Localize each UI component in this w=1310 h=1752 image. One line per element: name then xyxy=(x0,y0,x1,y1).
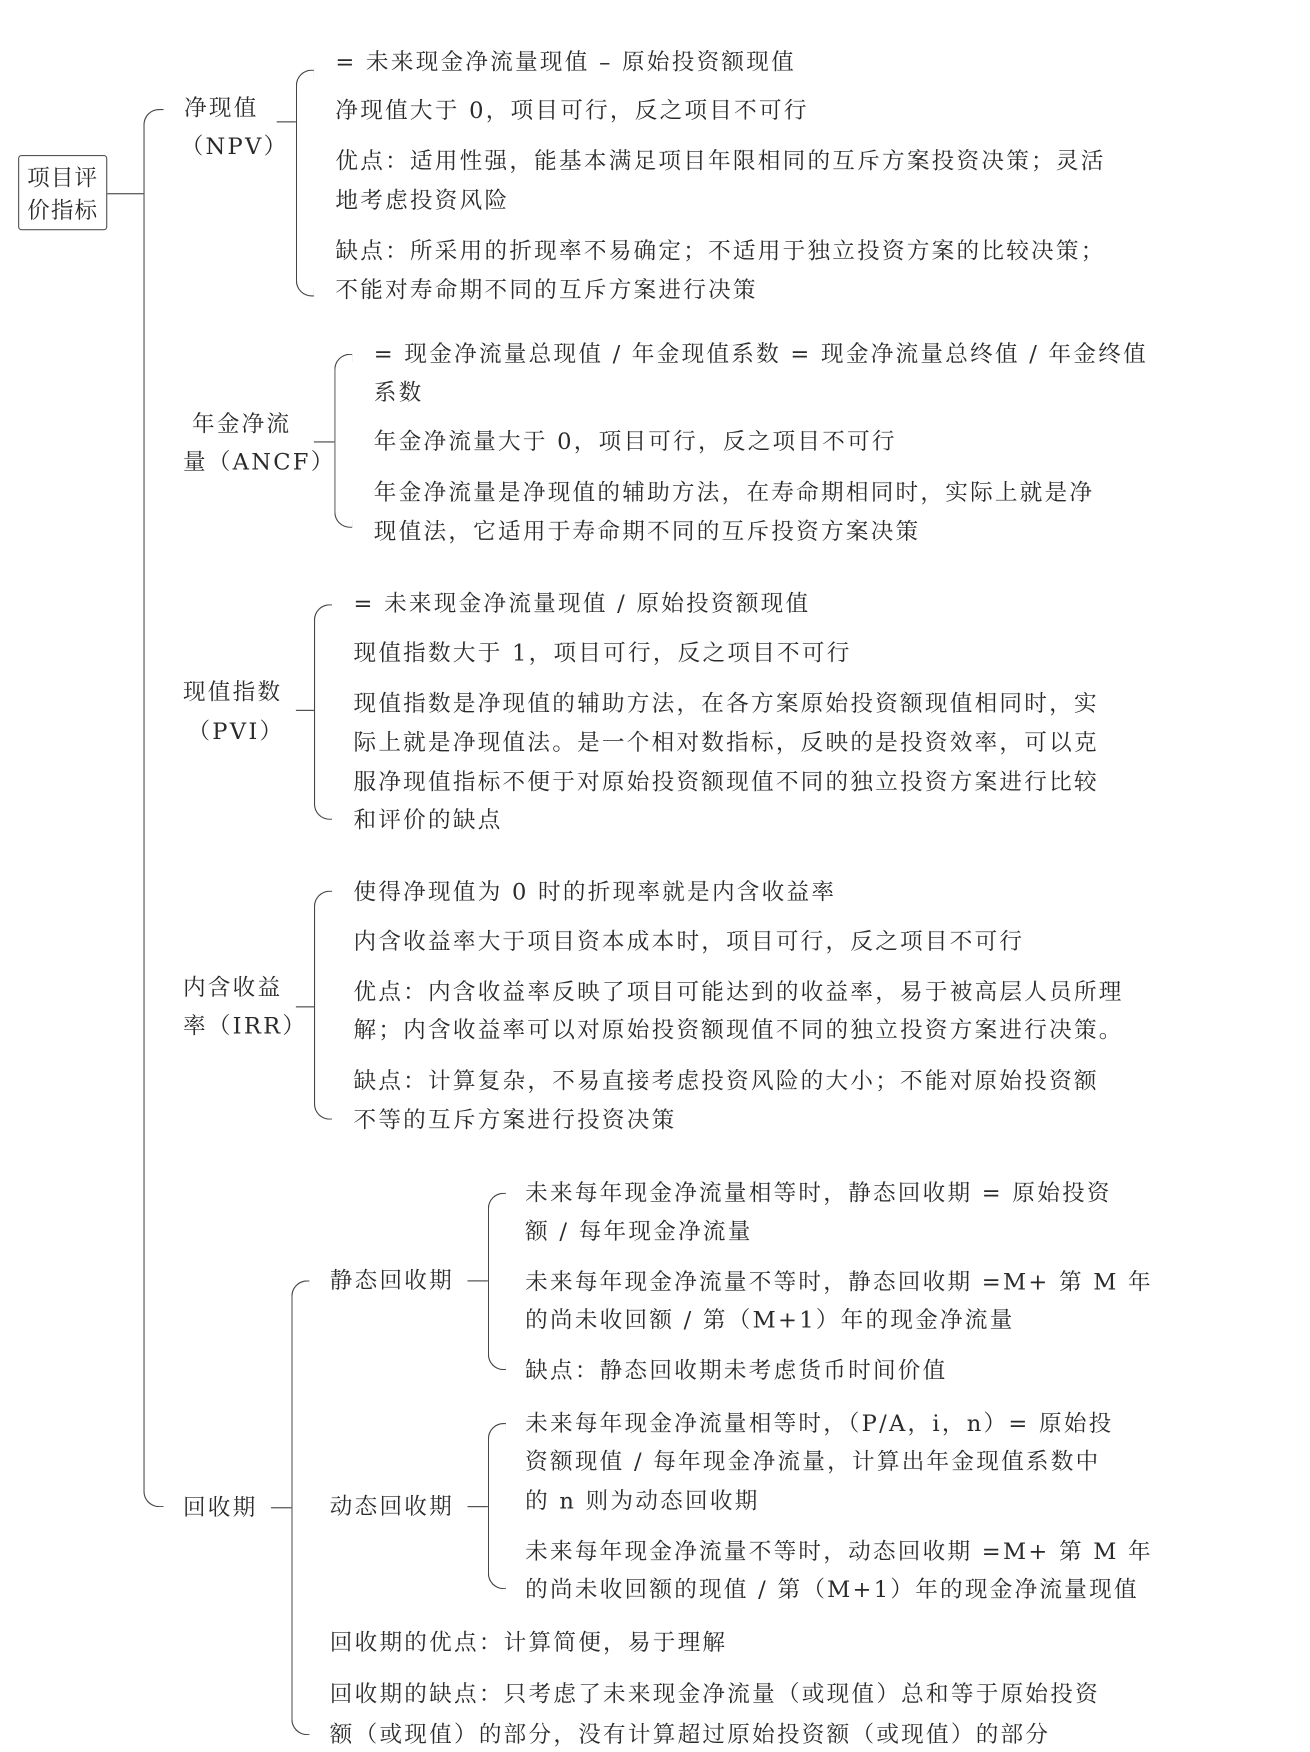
npv-connector xyxy=(277,121,296,122)
payback-connector xyxy=(271,1507,291,1508)
item-text-line: 的尚未收回额 / 第（M+1）年的现金净流量 xyxy=(525,1306,1015,1334)
group-label: （PVI） xyxy=(187,717,285,745)
irr-connector xyxy=(296,1006,314,1007)
group-label: 现值指数 xyxy=(182,678,283,706)
root-label: 项目评 xyxy=(27,163,99,191)
item-text-line: 和评价的缺点 xyxy=(353,806,503,834)
item-text-line: 回收期的缺点：只考虑了未来现金净流量（或现值）总和等于原始投资 xyxy=(329,1680,1100,1708)
group-label: 量（ANCF） xyxy=(182,448,336,476)
item-text-line: 地考虑投资风险 xyxy=(335,186,510,214)
item-text-line: 未来每年现金净流量不等时，静态回收期 =M+ 第 M 年 xyxy=(525,1267,1153,1295)
item-text-line: 缺点：计算复杂，不易直接考虑投资风险的大小；不能对原始投资额 xyxy=(353,1066,1099,1094)
item-text-line: 缺点：静态回收期未考虑货币时间价值 xyxy=(525,1356,948,1384)
item-text-line: 不等的互斥方案进行投资决策 xyxy=(353,1106,677,1134)
group-label: 率（IRR） xyxy=(182,1011,308,1039)
item-text-line: 未来每年现金净流量相等时，静态回收期 = 原始投资 xyxy=(525,1179,1112,1207)
item-text-line: 系数 xyxy=(373,378,424,406)
root-connector xyxy=(107,193,143,194)
item-text-line: 优点：适用性强，能基本满足项目年限相同的互斥方案投资决策；灵活 xyxy=(335,147,1106,175)
group-label: 净现值 xyxy=(184,94,259,122)
item-text-line: 际上就是净现值法。是一个相对数指标，反映的是投资效率，可以克 xyxy=(353,728,1099,756)
subgroup-label: 动态回收期 xyxy=(329,1492,454,1520)
item-text-line: 优点：内含收益率反映了项目可能达到的收益率，易于被高层人员所理 xyxy=(353,978,1124,1006)
item-text-line: 回收期的优点：计算简便，易于理解 xyxy=(329,1628,728,1656)
payback-bracket xyxy=(291,1280,309,1735)
item-text-line: 额（或现值）的部分，没有计算超过原始投资额（或现值）的部分 xyxy=(329,1720,1051,1748)
item-text-line: 年金净流量大于 0，项目可行，反之项目不可行 xyxy=(373,427,897,455)
dynamic-payback-bracket xyxy=(488,1423,506,1589)
group-label: （NPV） xyxy=(180,132,289,160)
static-payback-bracket xyxy=(488,1193,506,1370)
group-label: 回收期 xyxy=(182,1493,258,1521)
root-label: 价指标 xyxy=(27,196,99,224)
subgroup-label: 静态回收期 xyxy=(329,1266,454,1294)
ancf-bracket xyxy=(334,354,352,528)
irr-bracket xyxy=(314,891,332,1120)
item-text-line: = 现金净流量总现值 / 年金现值系数 = 现金净流量总终值 / 年金终值 xyxy=(373,340,1148,368)
item-text-line: 现值指数是净现值的辅助方法，在各方案原始投资额现值相同时，实 xyxy=(353,689,1099,717)
item-text-line: 不能对寿命期不同的互斥方案进行决策 xyxy=(335,276,758,304)
item-text-line: 的 n 则为动态回收期 xyxy=(525,1486,760,1514)
ancf-connector xyxy=(314,441,334,442)
main-bracket xyxy=(143,109,163,1507)
dynamic-payback-connector xyxy=(468,1506,488,1507)
pvi-connector xyxy=(296,710,314,711)
item-text-line: 年金净流量是净现值的辅助方法，在寿命期相同时，实际上就是净 xyxy=(373,478,1095,506)
item-text-line: 资额现值 / 每年现金净流量，计算出年金现值系数中 xyxy=(525,1447,1101,1475)
item-text-line: 缺点：所采用的折现率不易确定；不适用于独立投资方案的比较决策； xyxy=(335,236,1106,264)
npv-bracket xyxy=(296,70,314,297)
group-label: 年金净流 xyxy=(191,409,292,437)
item-text-line: 内含收益率大于项目资本成本时，项目可行，反之项目不可行 xyxy=(353,927,1025,955)
item-text-line: 使得净现值为 0 时的折现率就是内含收益率 xyxy=(353,878,837,906)
item-text-line: 未来每年现金净流量不等时，动态回收期 =M+ 第 M 年 xyxy=(525,1537,1153,1565)
pvi-bracket xyxy=(314,604,332,820)
item-text-line: 解；内含收益率可以对原始投资额现值不同的独立投资方案进行决策。 xyxy=(353,1016,1124,1044)
item-text-line: 额 / 每年现金净流量 xyxy=(525,1217,753,1245)
item-text-line: 净现值大于 0，项目可行，反之项目不可行 xyxy=(335,96,809,124)
static-payback-connector xyxy=(468,1280,488,1281)
item-text-line: 现值法，它适用于寿命期不同的互斥投资方案决策 xyxy=(373,517,921,545)
item-text-line: = 未来现金净流量现值 / 原始投资额现值 xyxy=(353,589,811,617)
group-label: 内含收益 xyxy=(182,973,283,1001)
item-text-line: = 未来现金净流量现值 – 原始投资额现值 xyxy=(335,48,796,76)
item-text-line: 服净现值指标不便于对原始投资额现值不同的独立投资方案进行比较 xyxy=(353,768,1099,796)
item-text-line: 未来每年现金净流量相等时，（P/A，i，n）= 原始投 xyxy=(525,1409,1114,1437)
item-text-line: 现值指数大于 1，项目可行，反之项目不可行 xyxy=(353,639,852,666)
item-text-line: 的尚未收回额的现值 / 第（M+1）年的现金净流量现值 xyxy=(525,1575,1139,1603)
